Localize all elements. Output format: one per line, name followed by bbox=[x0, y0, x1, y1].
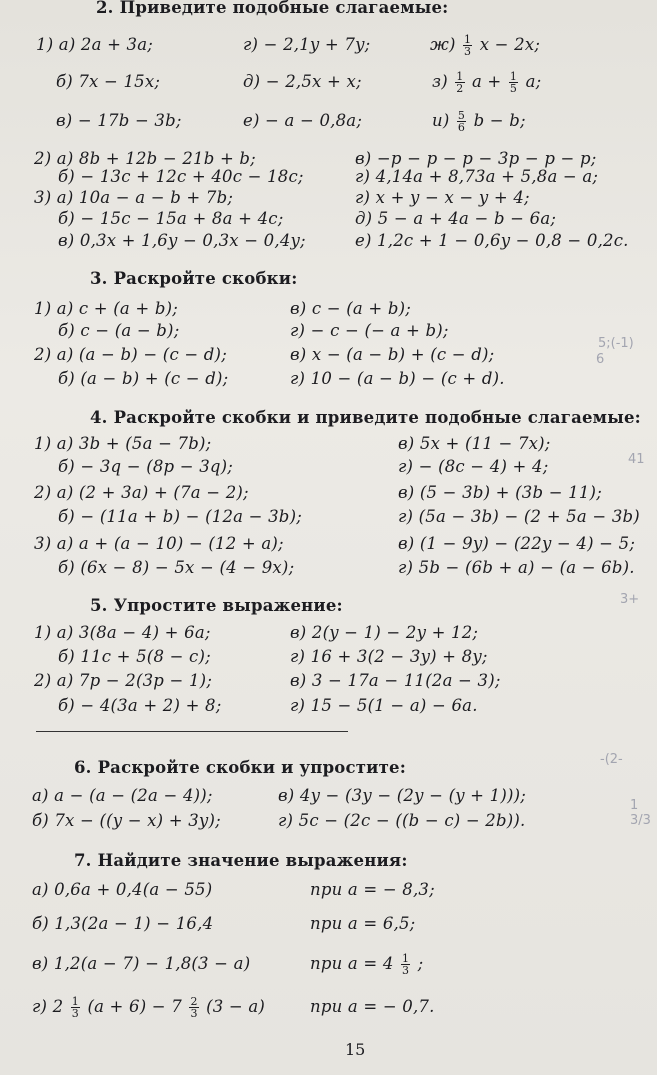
pencil-note: 1 3/3 bbox=[630, 798, 651, 828]
ex2-1d: д) − 2,5x + x; bbox=[243, 72, 362, 91]
pencil-note: 3+ bbox=[620, 592, 640, 607]
ex3-2v: в) x − (a − b) + (c − d); bbox=[290, 345, 495, 364]
section-5-title: 5. Упростите выражение: bbox=[90, 596, 343, 615]
ex3-1a: 1) а) c + (a + b); bbox=[34, 299, 179, 318]
ex5-2b: б) − 4(3a + 2) + 8; bbox=[58, 696, 222, 715]
page-number: 15 bbox=[345, 1040, 366, 1059]
ex5-1v: в) 2(y − 1) − 2y + 12; bbox=[290, 623, 479, 642]
section-2-title: 2. Приведите подобные слагаемые: bbox=[96, 0, 449, 17]
ex4-2g: г) (5a − 3b) − (2 + 5a − 3b) bbox=[398, 507, 640, 526]
ex7-v: в) 1,2(a − 7) − 1,8(3 − a) bbox=[32, 954, 251, 973]
ex2-3v: в) 0,3x + 1,6y − 0,3x − 0,4y; bbox=[58, 231, 306, 250]
fraction: $\frac{1}{2}$ bbox=[456, 70, 464, 95]
ex7-v-condition: при a = 4 $\frac{1}{3}$ ; bbox=[310, 952, 424, 977]
ex2-1e: е) − a − 0,8a; bbox=[243, 111, 363, 130]
ex2-1zh: ж) $\frac{1}{3}$ x − 2x; bbox=[430, 33, 541, 58]
ex4-2v: в) (5 − 3b) + (3b − 11); bbox=[398, 483, 602, 502]
ex2-2g: г) 4,14a + 8,73a + 5,8a − a; bbox=[355, 167, 599, 186]
ex2-1i: и) $\frac{5}{6}$ b − b; bbox=[432, 109, 526, 134]
ex2-3a: 3) а) 10a − a − b + 7b; bbox=[34, 188, 234, 207]
ex4-1b: б) − 3q − (8p − 3q); bbox=[58, 457, 234, 476]
section-6-title: 6. Раскройте скобки и упростите: bbox=[74, 758, 407, 777]
ex2-1v: в) − 17b − 3b; bbox=[56, 111, 182, 130]
pencil-note: 41 bbox=[628, 452, 645, 467]
ex3-2g: г) 10 − (a − b) − (c + d). bbox=[290, 369, 505, 388]
ex2-3d: д) 5 − a + 4a − b − 6a; bbox=[355, 209, 557, 228]
ex4-2b: б) − (11a + b) − (12a − 3b); bbox=[58, 507, 302, 526]
ex4-1a: 1) а) 3b + (5a − 7b); bbox=[34, 434, 212, 453]
fraction: $\frac{1}{5}$ bbox=[509, 70, 518, 95]
pencil-note: 6 bbox=[596, 352, 605, 367]
ex6-b: б) 7x − ((y − x) + 3y); bbox=[32, 811, 221, 830]
ex6-a: а) a − (a − (2a − 4)); bbox=[32, 786, 213, 805]
ex2-2b: б) − 13c + 12c + 40c − 18c; bbox=[58, 167, 304, 186]
ex4-3a: 3) а) a + (a − 10) − (12 + a); bbox=[34, 534, 284, 553]
ex7-a: а) 0,6a + 0,4(a − 55) bbox=[32, 880, 213, 899]
ex2-2v: в) −p − p − p − 3p − p − p; bbox=[355, 149, 597, 168]
ex5-1a: 1) а) 3(8a − 4) + 6a; bbox=[34, 623, 211, 642]
fraction: $\frac{2}{3}$ bbox=[190, 995, 198, 1020]
fraction: $\frac{1}{3}$ bbox=[464, 33, 472, 58]
ex6-v: в) 4y − (3y − (2y − (y + 1))); bbox=[278, 786, 527, 805]
ex7-a-condition: при a = − 8,3; bbox=[310, 880, 435, 899]
ex2-3b: б) − 15c − 15a + 8a + 4c; bbox=[58, 209, 284, 228]
ex3-1b: б) c − (a − b); bbox=[58, 321, 180, 340]
ex3-2a: 2) а) (a − b) − (c − d); bbox=[34, 345, 227, 364]
ex7-g-condition: при a = − 0,7. bbox=[310, 997, 435, 1016]
ex2-1a: 1) а) 2a + 3a; bbox=[36, 35, 154, 54]
ex7-g: г) 2 $\frac{1}{3}$ (a + 6) − 7 $\frac{2}{3}$ (3 − a) bbox=[32, 995, 266, 1020]
ex5-1b: б) 11c + 5(8 − c); bbox=[58, 647, 211, 666]
ex2-3e: е) 1,2c + 1 − 0,6y − 0,8 − 0,2c. bbox=[355, 231, 629, 250]
ex2-1g: г) − 2,1y + 7y; bbox=[243, 35, 371, 54]
divider-rule bbox=[36, 731, 348, 732]
ex7-b: б) 1,3(2a − 1) − 16,4 bbox=[32, 914, 214, 933]
ex6-g: г) 5c − (2c − ((b − c) − 2b)). bbox=[278, 811, 526, 830]
ex3-1g: г) − c − (− a + b); bbox=[290, 321, 449, 340]
ex4-3v: в) (1 − 9y) − (22y − 4) − 5; bbox=[398, 534, 636, 553]
ex2-3g: г) x + y − x − y + 4; bbox=[355, 188, 530, 207]
ex7-b-condition: при a = 6,5; bbox=[310, 914, 416, 933]
fraction: $\frac{5}{6}$ bbox=[457, 109, 466, 134]
ex2-1b: б) 7x − 15x; bbox=[56, 72, 161, 91]
fraction: $\frac{1}{3}$ bbox=[71, 995, 79, 1020]
ex4-1g: г) − (8c − 4) + 4; bbox=[398, 457, 549, 476]
section-7-title: 7. Найдите значение выражения: bbox=[74, 851, 408, 870]
ex3-1v: в) c − (a + b); bbox=[290, 299, 411, 318]
ex4-3b: б) (6x − 8) − 5x − (4 − 9x); bbox=[58, 558, 295, 577]
pencil-note: 5;(-1) bbox=[598, 336, 634, 351]
ex5-2a: 2) а) 7p − 2(3p − 1); bbox=[34, 671, 213, 690]
ex5-2g: г) 15 − 5(1 − a) − 6a. bbox=[290, 696, 478, 715]
ex5-2v: в) 3 − 17a − 11(2a − 3); bbox=[290, 671, 501, 690]
section-4-title: 4. Раскройте скобки и приведите подобные слагаемые: bbox=[90, 408, 641, 427]
ex4-3g: г) 5b − (6b + a) − (a − 6b). bbox=[398, 558, 635, 577]
section-3-title: 3. Раскройте скобки: bbox=[90, 269, 298, 288]
pencil-note: -(2- bbox=[600, 752, 623, 767]
ex4-2a: 2) а) (2 + 3a) + (7a − 2); bbox=[34, 483, 249, 502]
fraction: $\frac{1}{3}$ bbox=[401, 952, 410, 977]
ex5-1g: г) 16 + 3(2 − 3y) + 8y; bbox=[290, 647, 488, 666]
ex3-2b: б) (a − b) + (c − d); bbox=[58, 369, 229, 388]
ex2-1z: з) $\frac{1}{2}$ a + $\frac{1}{5}$ a; bbox=[432, 70, 542, 95]
ex2-2a: 2) а) 8b + 12b − 21b + b; bbox=[34, 149, 256, 168]
ex4-1v: в) 5x + (11 − 7x); bbox=[398, 434, 551, 453]
